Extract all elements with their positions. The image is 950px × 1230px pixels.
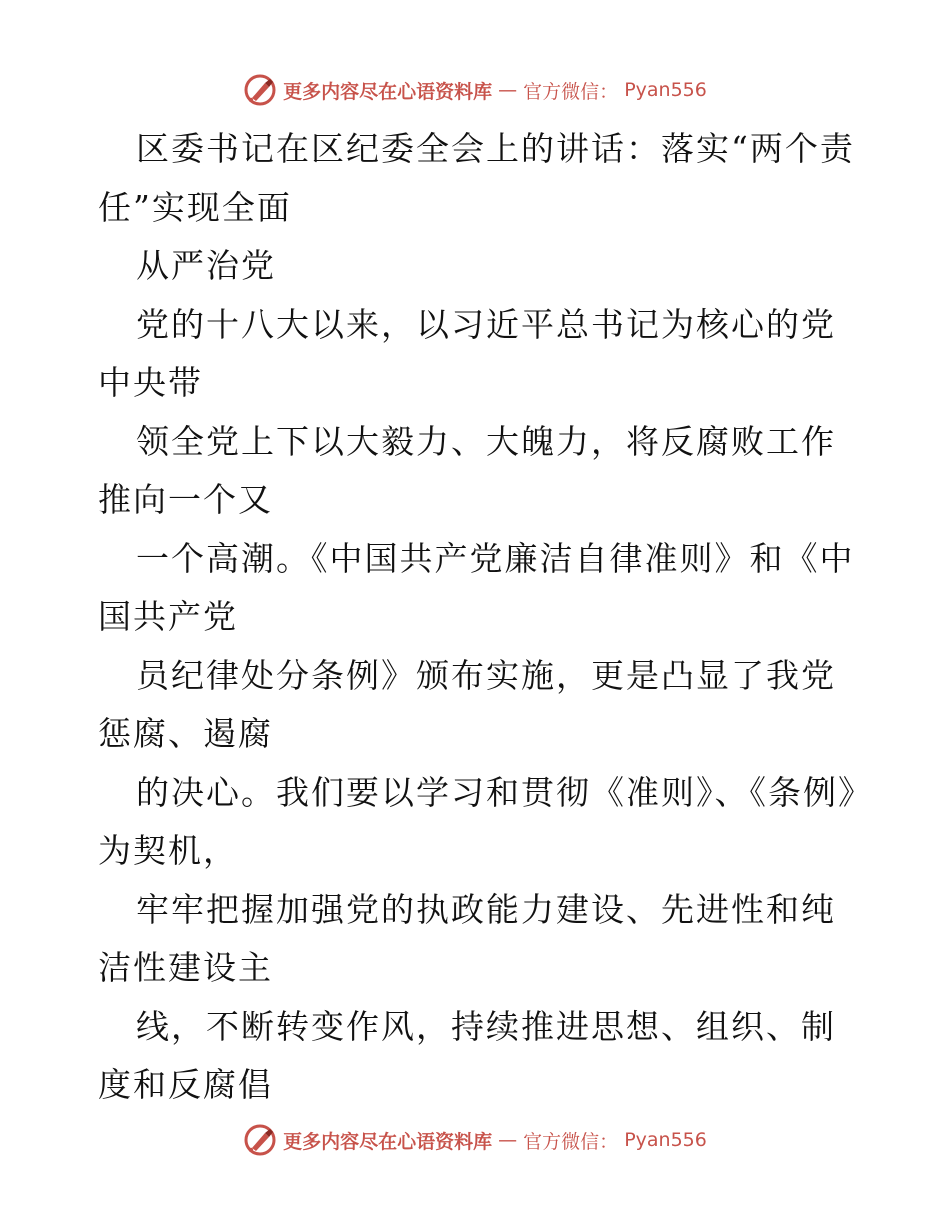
header-watermark <box>0 70 950 110</box>
paragraph-3: 党的十八大以来，以习近平总书记为核心的党中央带 <box>98 304 836 402</box>
pen-nib-logo-icon <box>243 1123 277 1157</box>
paragraph-7: 的决心。我们要以学习和贯彻《准则》、《条例》为契机， <box>98 772 857 870</box>
paragraph-1: 区委书记在区纪委全会上的讲话：落实“两个责任”实现全面 <box>98 129 855 227</box>
paragraph-9: 线，不断转变作风，持续推进思想、组织、制度和反腐倡 <box>98 1006 836 1104</box>
paragraph-6: 员纪律处分条例》颁布实施，更是凸显了我党惩腐、遏腐 <box>98 655 836 753</box>
watermark-dash: — <box>498 79 518 101</box>
paragraph-8: 牢牢把握加强党的执政能力建设、先进性和纯洁性建设主 <box>98 889 836 987</box>
watermark-wechat-id: Pyan556 <box>624 1129 707 1151</box>
watermark-dash: — <box>498 1129 518 1151</box>
paragraph-5: 一个高潮。《中国共产党廉洁自律准则》和《中国共产党 <box>98 538 855 636</box>
watermark-wechat-id: Pyan556 <box>624 79 707 101</box>
watermark-site-text: 更多内容尽在心语资料库 <box>283 1130 493 1153</box>
watermark-site-text: 更多内容尽在心语资料库 <box>283 80 493 103</box>
watermark-wechat-label: 官方微信： <box>523 1130 619 1153</box>
watermark-wechat-label: 官方微信： <box>523 80 619 103</box>
paragraph-4: 领全党上下以大毅力、大魄力，将反腐败工作推向一个又 <box>98 421 836 519</box>
document-body <box>98 120 858 1115</box>
paragraph-2: 从严治党 <box>136 246 276 285</box>
footer-watermark <box>0 1120 950 1160</box>
pen-nib-logo-icon <box>243 73 277 107</box>
